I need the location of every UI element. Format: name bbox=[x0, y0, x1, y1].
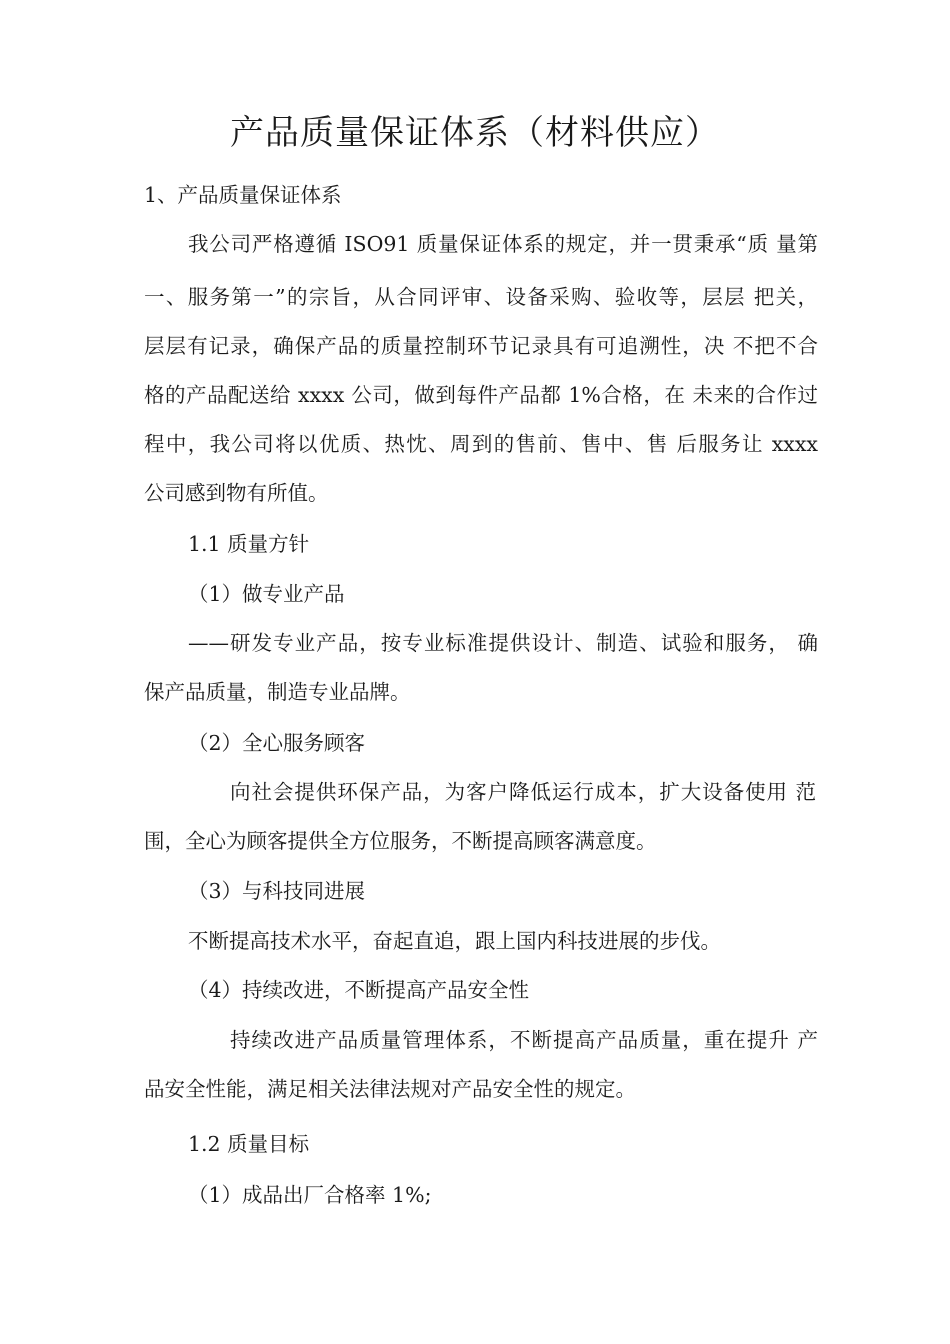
policy-1-line-1: ——研发专业产品，按专业标准提供设计、制造、试验和服务， 确 bbox=[188, 631, 818, 655]
goal-1: （1）成品出厂合格率 1%; bbox=[188, 1183, 432, 1207]
policy-2-heading: （2）全心服务顾客 bbox=[188, 731, 366, 755]
policy-2-line-1: 向社会提供环保产品，为客户降低运行成本，扩大设备使用 范 bbox=[230, 780, 816, 804]
intro-line-3: 层层有记录，确保产品的质量控制环节记录具有可追溯性，决 不把不合 bbox=[144, 334, 818, 358]
section-1-2-heading: 1.2 质量目标 bbox=[188, 1132, 310, 1156]
policy-4-line-2: 品安全性能，满足相关法律法规对产品安全性的规定。 bbox=[144, 1077, 636, 1101]
intro-line-6: 公司感到物有所值。 bbox=[144, 481, 329, 505]
document-title: 产品质量保证体系（材料供应） bbox=[230, 113, 720, 153]
intro-line-1: 我公司严格遵循 ISO91 质量保证体系的规定，并一贯秉承“质 量第 bbox=[188, 232, 818, 256]
intro-line-2: 一、服务第一”的宗旨，从合同评审、设备采购、验收等，层层 把关， bbox=[144, 285, 818, 309]
policy-4-heading: （4）持续改进，不断提高产品安全性 bbox=[188, 978, 530, 1002]
section-1-heading: 1、产品质量保证体系 bbox=[144, 183, 342, 207]
policy-1-line-2: 保产品质量，制造专业品牌。 bbox=[144, 680, 411, 704]
policy-1-heading: （1）做专业产品 bbox=[188, 582, 345, 606]
policy-2-line-2: 围，全心为顾客提供全方位服务，不断提高顾客满意度。 bbox=[144, 829, 657, 853]
policy-3-heading: （3）与科技同进展 bbox=[188, 879, 366, 903]
policy-4-line-1: 持续改进产品质量管理体系，不断提高产品质量，重在提升 产 bbox=[230, 1028, 818, 1052]
intro-line-4: 格的产品配送给 xxxx 公司，做到每件产品都 1%合格，在 未来的合作过 bbox=[144, 383, 818, 407]
policy-3-line-1: 不断提高技术水平，奋起直追，跟上国内科技进展的步伐。 bbox=[188, 929, 721, 953]
intro-line-5: 程中，我公司将以优质、热忱、周到的售前、售中、售 后服务让 xxxx bbox=[144, 432, 818, 456]
section-1-1-heading: 1.1 质量方针 bbox=[188, 532, 310, 556]
